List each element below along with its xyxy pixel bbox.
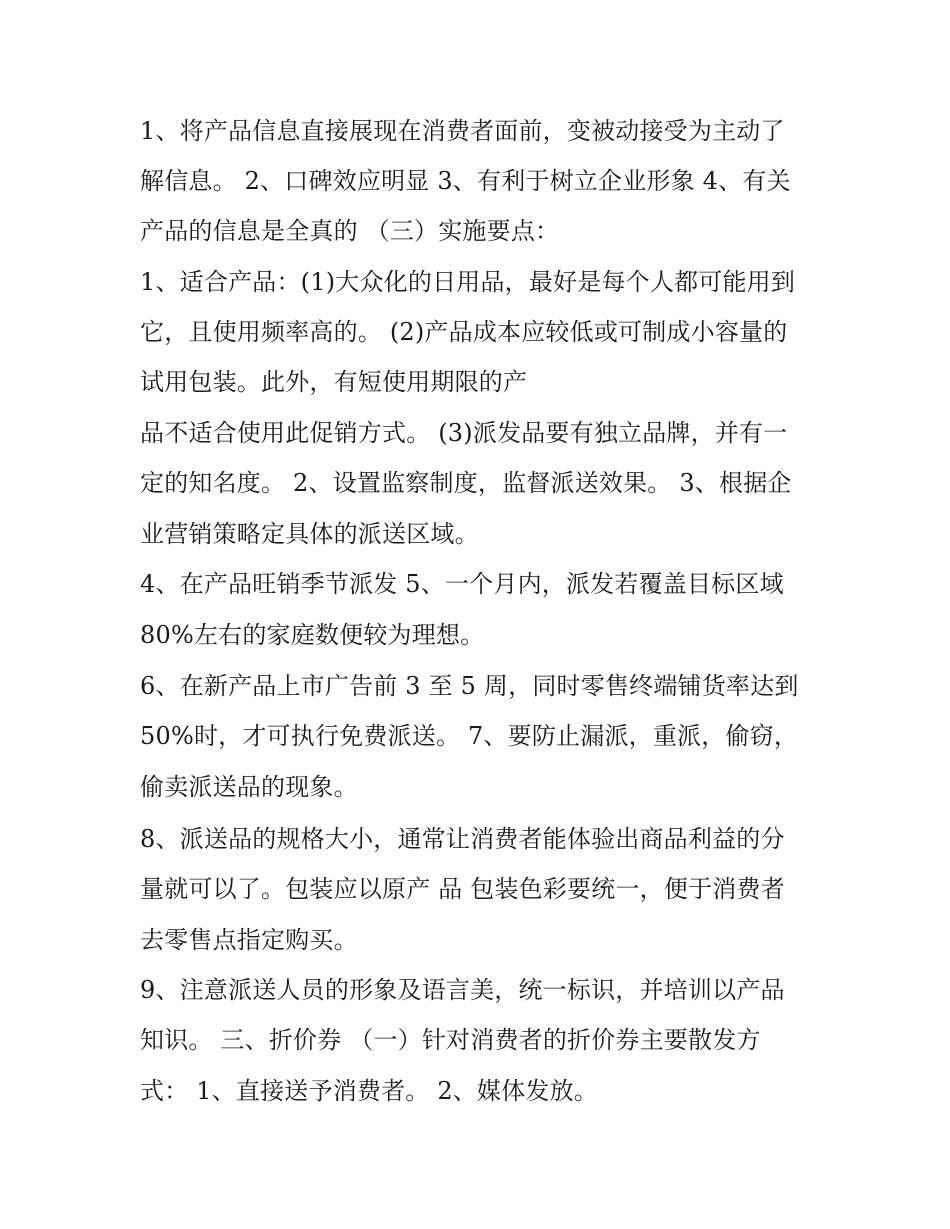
text-line: 1、将产品信息直接展现在消费者面前，变被动接受为主动了 [140, 117, 785, 145]
text-line: 量就可以了。包装应以原产 品 包装色彩要统一，便于消费者 [140, 875, 785, 903]
text-line: 8、派送品的规格大小，通常让消费者能体验出商品利益的分 [140, 825, 785, 853]
text-line: 6、在新产品上市广告前 3 至 5 周，同时零售终端铺货率达到 [140, 672, 799, 700]
text-line: 试用包装。此外，有短使用期限的产 [140, 368, 528, 396]
text-line: 4、在产品旺销季节派发 5、一个月内，派发若覆盖目标区域 [140, 570, 784, 598]
text-line: 去零售点指定购买。 [140, 926, 358, 954]
text-line: 偷卖派送品的现象。 [140, 773, 358, 801]
text-line: 80%左右的家庭数便较为理想。 [140, 621, 485, 649]
text-line: 产品的信息是全真的 （三）实施要点： [140, 217, 560, 245]
text-line: 式： 1、直接送予消费者。 2、媒体发放。 [140, 1077, 598, 1105]
text-line: 1、适合产品：(1)大众化的日用品，最好是每个人都可能用到 [140, 268, 796, 296]
text-line: 解信息。 2、口碑效应明显 3、有利于树立企业形象 4、有关 [140, 167, 791, 195]
text-line: 知识。 三、折价券 （一）针对消费者的折价券主要散发方 [140, 1026, 761, 1054]
text-line: 业营销策略定具体的派送区域。 [140, 520, 479, 548]
text-line: 它，且使用频率高的。 (2)产品成本应较低或可制成小容量的 [140, 318, 788, 346]
text-line: 9、注意派送人员的形象及语言美，统一标识，并培训以产品 [140, 976, 785, 1004]
text-line: 品不适合使用此促销方式。 (3)派发品要有独立品牌，并有一 [140, 419, 788, 447]
text-line: 50%时，才可执行免费派送。 7、要防止漏派，重派，偷窃， [140, 722, 799, 750]
text-line: 定的知名度。 2、设置监察制度，监督派送效果。 3、根据企 [140, 469, 792, 497]
